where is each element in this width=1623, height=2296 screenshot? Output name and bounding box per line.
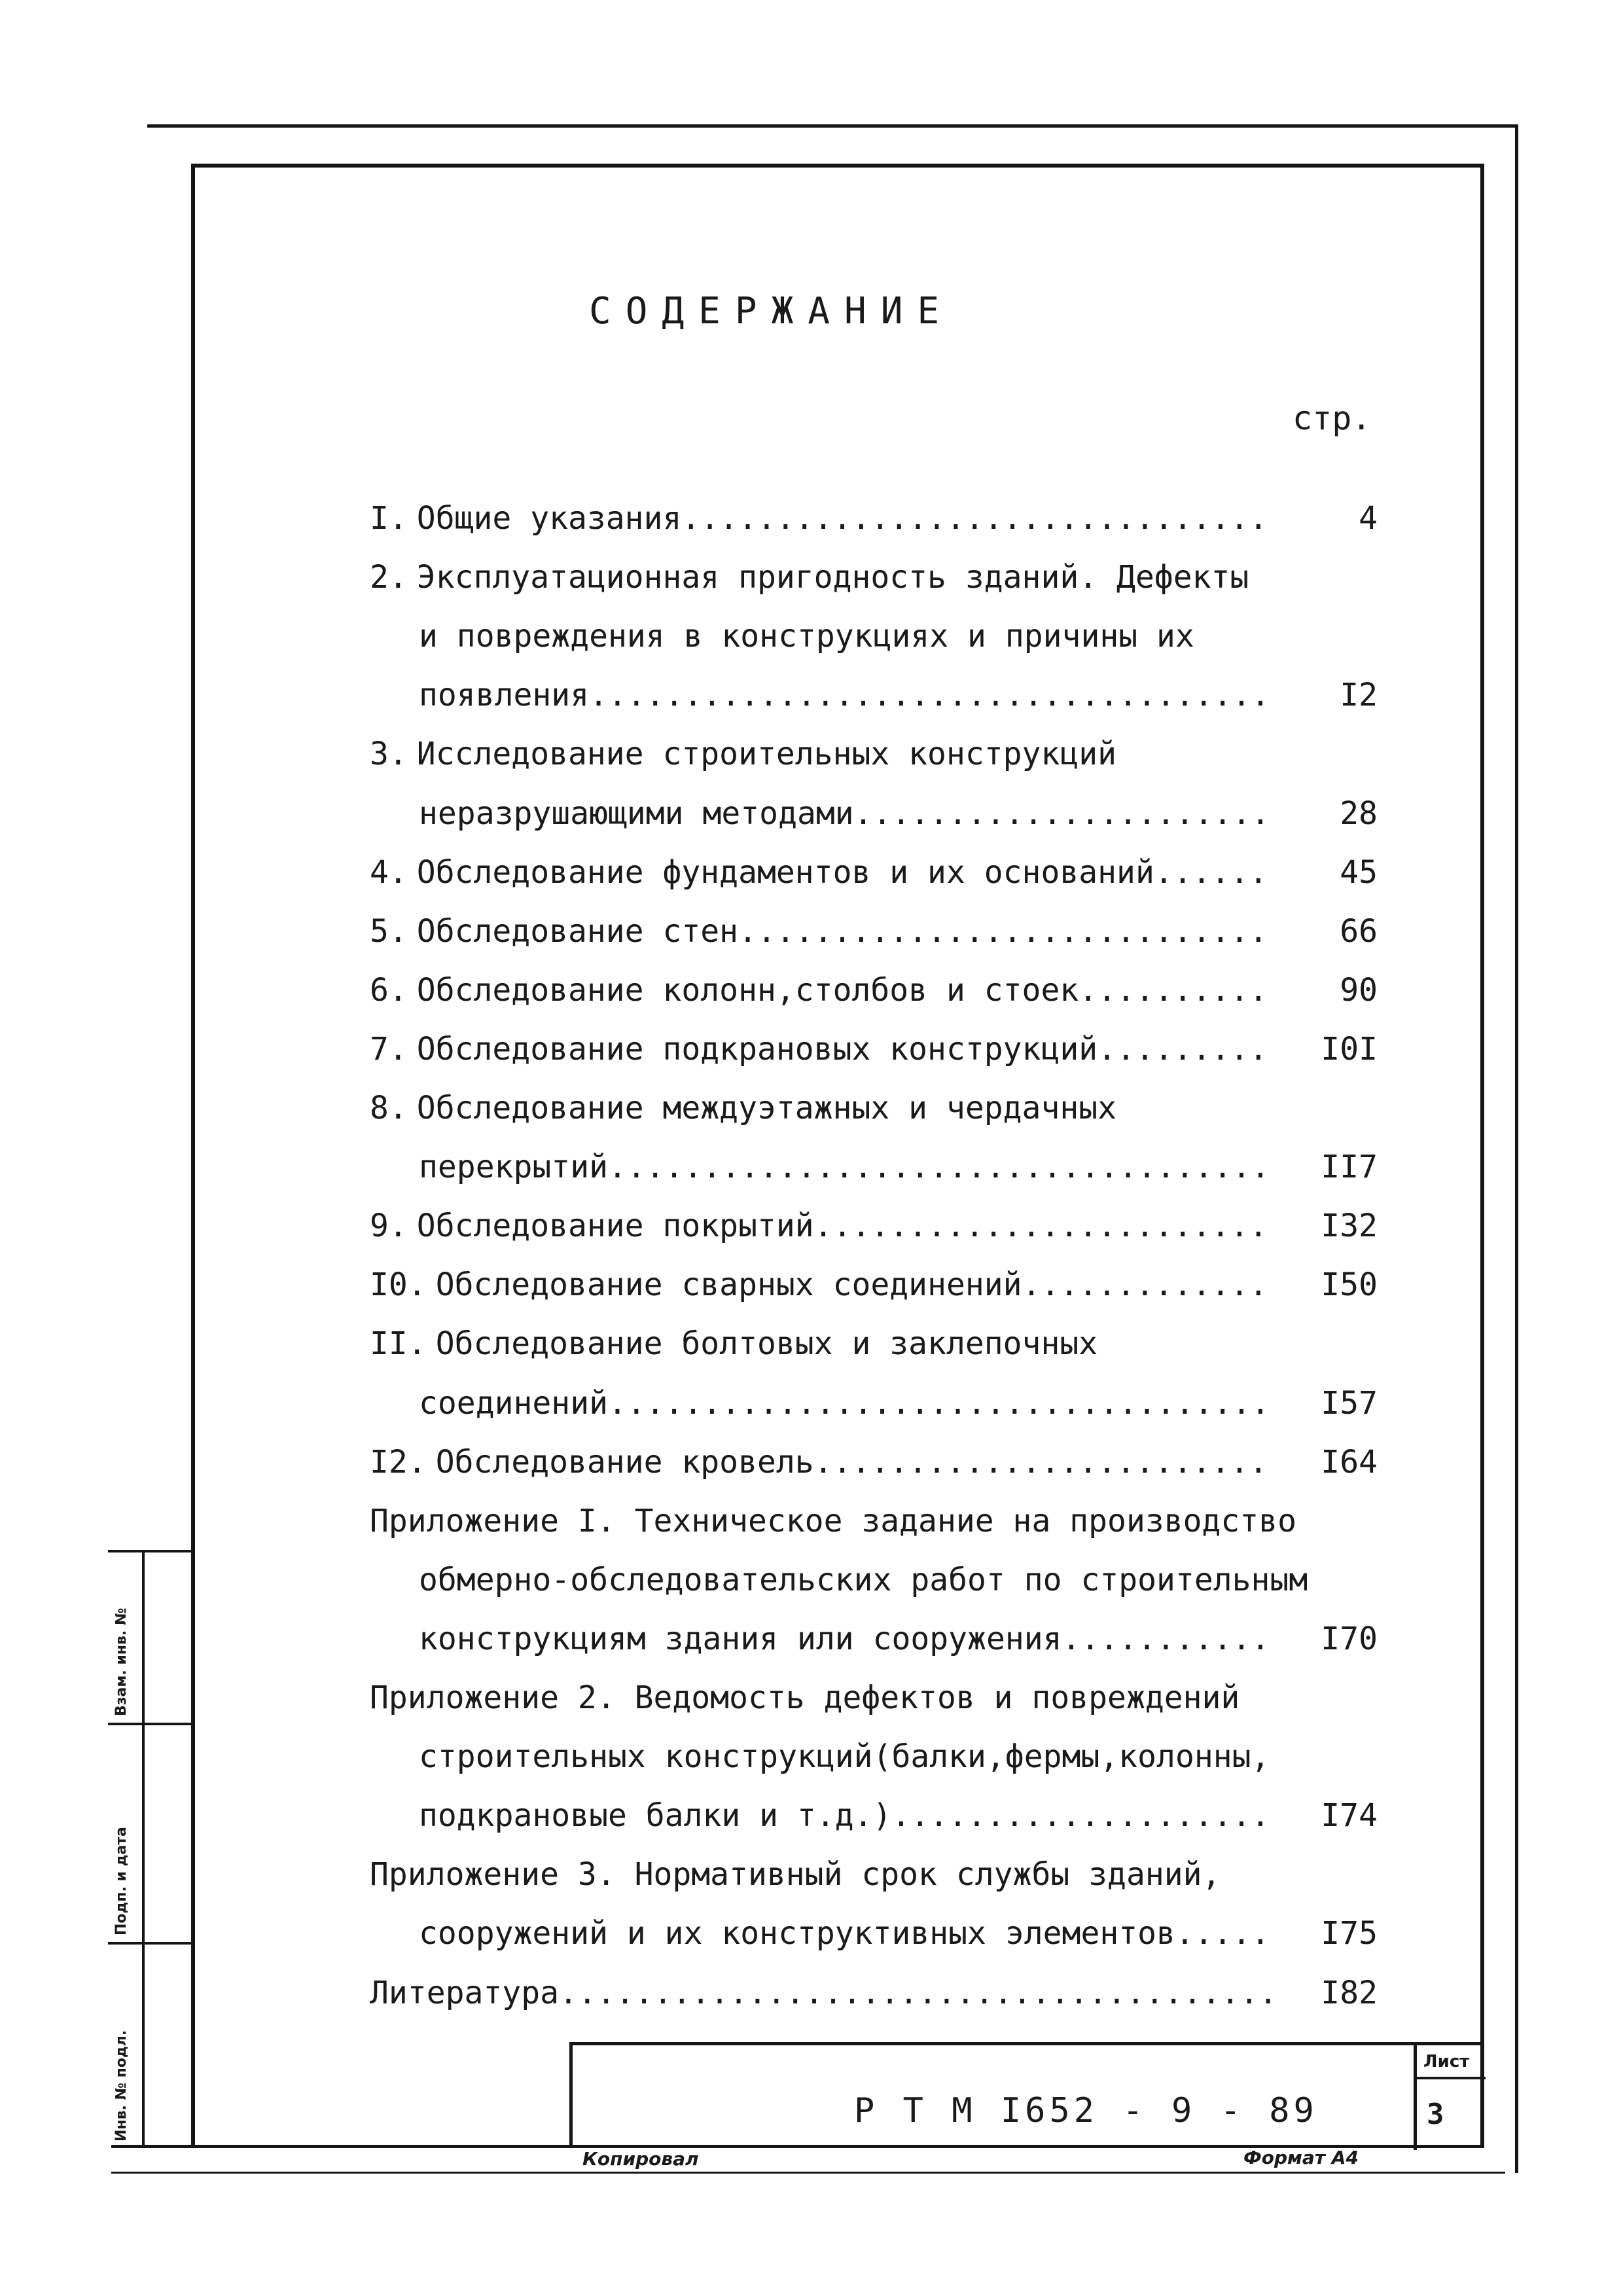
toc-line bbox=[419, 1554, 1378, 1606]
toc-leader-dots: ........... bbox=[1061, 1620, 1270, 1657]
toc-item-number: 6. bbox=[370, 971, 408, 1009]
toc-page-number: 66 bbox=[1340, 912, 1378, 950]
toc-page-number: I75 bbox=[1321, 1915, 1378, 1952]
toc-page-number: 28 bbox=[1340, 795, 1378, 832]
toc-item-number: 7. bbox=[370, 1030, 408, 1067]
toc-leader-dots: ................................... bbox=[607, 1384, 1270, 1422]
toc-leader-dots: ................................... bbox=[607, 1149, 1270, 1186]
toc-leader-dots: ........................ bbox=[813, 1443, 1268, 1480]
margin-label-inv-replace: Взам. инв. № bbox=[113, 1607, 130, 1716]
page-title: СОДЕРЖАНИЕ bbox=[589, 289, 954, 332]
page-column-label: стр. bbox=[1293, 399, 1372, 437]
toc-item-title: подкрановые балки и т.д.) bbox=[419, 1797, 892, 1835]
toc-page-number: I2 bbox=[1340, 677, 1378, 714]
toc-leader-dots: ...................... bbox=[853, 795, 1270, 832]
toc-line bbox=[370, 1200, 1378, 1252]
toc-item-title: Исследование строительных конструкций bbox=[416, 736, 1117, 773]
title-block bbox=[569, 2042, 1482, 2147]
toc-item-title: и повреждения в конструкциях и причины их bbox=[419, 618, 1194, 655]
sheet-cell-divider bbox=[1414, 2045, 1417, 2150]
toc-item-title: Обследование междуэтажных и чердачных bbox=[416, 1090, 1117, 1126]
margin-stamp-divider-2 bbox=[108, 1942, 192, 1945]
toc-page-number: I82 bbox=[1321, 1974, 1378, 2011]
toc-leader-dots: ............. bbox=[1022, 1266, 1268, 1304]
toc-line bbox=[370, 551, 1378, 603]
toc-page-number: 45 bbox=[1340, 853, 1378, 891]
toc-item-title: строительных конструкций(балки,фермы,колонны, bbox=[419, 1738, 1270, 1776]
toc-line bbox=[370, 1967, 1378, 2019]
toc-item-title: Обследование подкрановых конструкций bbox=[416, 1030, 1098, 1067]
toc-item-title: Приложение 3. Нормативный срок службы зданий, bbox=[370, 1856, 1221, 1893]
margin-label-sign-date: Подп. и дата bbox=[113, 1827, 130, 1935]
toc-leader-dots: ............................... bbox=[681, 500, 1268, 537]
toc-item-number: 2. bbox=[370, 559, 408, 596]
toc-item-title: Обследование кровель bbox=[435, 1443, 814, 1480]
toc-item-title: Литература bbox=[370, 1974, 559, 2011]
toc-item-title: Обследование стен bbox=[416, 912, 739, 950]
toc-leader-dots: ...... bbox=[1154, 853, 1268, 891]
toc-line bbox=[419, 1731, 1378, 1783]
toc-page-number: I70 bbox=[1321, 1620, 1378, 1657]
toc-leader-dots: ........................ bbox=[813, 1208, 1268, 1245]
toc-leader-dots: .................................... bbox=[589, 677, 1270, 714]
toc-item-title: Приложение I. Техническое задание на производство bbox=[370, 1502, 1297, 1539]
toc-line bbox=[370, 964, 1378, 1016]
toc-line bbox=[370, 1082, 1378, 1134]
toc-item-title: неразрушающими методами bbox=[419, 795, 854, 832]
toc-item-number: I. bbox=[370, 500, 408, 537]
toc-page-number: II7 bbox=[1321, 1149, 1378, 1186]
toc-line bbox=[419, 787, 1378, 840]
format-label: Формат А4 bbox=[1243, 2147, 1359, 2168]
toc-item-title: Обследование болтовых и заклепочных bbox=[435, 1325, 1098, 1363]
toc-page-number: 4 bbox=[1359, 500, 1378, 537]
margin-stamp-divider-1 bbox=[108, 1723, 192, 1725]
toc-line bbox=[370, 1672, 1378, 1724]
toc-leader-dots: .................... bbox=[891, 1797, 1270, 1835]
copied-by-label: Копировал bbox=[582, 2148, 699, 2170]
toc-item-title: Обследование сварных соединений bbox=[435, 1266, 1022, 1304]
toc-line bbox=[419, 1377, 1378, 1429]
outer-frame-right bbox=[1515, 124, 1518, 2173]
frame-top bbox=[193, 164, 1482, 168]
toc-page-number: I64 bbox=[1321, 1443, 1378, 1480]
toc-line bbox=[419, 610, 1378, 662]
outer-frame-top bbox=[147, 124, 1518, 128]
margin-stamp bbox=[108, 1550, 192, 2145]
toc-leader-dots: ..... bbox=[1175, 1915, 1270, 1952]
toc-line bbox=[419, 1613, 1378, 1665]
toc-item-number: 3. bbox=[370, 736, 408, 773]
sheet-label: Лист bbox=[1423, 2052, 1470, 2072]
toc-item-number: 9. bbox=[370, 1208, 408, 1245]
sheet-label-underline bbox=[1414, 2077, 1486, 2079]
toc-line bbox=[370, 905, 1378, 958]
toc-page-number: I74 bbox=[1321, 1797, 1378, 1835]
toc-item-title: обмерно-обследовательских работ по строительным bbox=[419, 1561, 1308, 1598]
toc-line bbox=[370, 728, 1378, 780]
toc-item-title: Обследование покрытий bbox=[416, 1208, 814, 1245]
toc-leader-dots: .......... bbox=[1079, 971, 1268, 1009]
toc-leader-dots: ............................ bbox=[738, 912, 1268, 950]
toc-item-title: Обследование фундаментов и их оснований bbox=[416, 853, 1154, 891]
toc-item-number: 5. bbox=[370, 912, 408, 950]
toc-item-title: Общие указания bbox=[416, 500, 682, 537]
document-code: Р Т М I652 - 9 - 89 bbox=[854, 2091, 1318, 2130]
toc-line bbox=[370, 1848, 1378, 1901]
toc-item-number: I2. bbox=[370, 1443, 427, 1480]
toc-line bbox=[370, 1259, 1378, 1311]
sheet-number: 3 bbox=[1427, 2098, 1444, 2131]
toc-line bbox=[419, 1141, 1378, 1193]
toc-item-title: соединений bbox=[419, 1384, 608, 1422]
margin-label-inv-original: Инв. № подл. bbox=[113, 2030, 130, 2142]
toc-leader-dots: ...................................... bbox=[558, 1974, 1278, 2011]
toc-item-title: конструкциям здания или сооружения bbox=[419, 1620, 1062, 1657]
toc-item-title: сооружений и их конструктивных элементов bbox=[419, 1915, 1175, 1952]
toc-line bbox=[419, 1907, 1378, 1960]
toc-line bbox=[419, 1789, 1378, 1842]
toc-line bbox=[370, 846, 1378, 899]
toc-item-number: 4. bbox=[370, 853, 408, 891]
toc-item-title: Приложение 2. Ведомость дефектов и повреждений bbox=[370, 1679, 1240, 1716]
toc-page-number: I32 bbox=[1321, 1208, 1378, 1245]
toc-item-number: I0. bbox=[370, 1266, 427, 1304]
margin-stamp-inner-line bbox=[142, 1552, 145, 2148]
toc-item-number: II. bbox=[370, 1325, 427, 1363]
toc-item-title: перекрытий bbox=[419, 1149, 608, 1186]
toc-page-number: I57 bbox=[1321, 1384, 1378, 1422]
toc-item-title: Обследование колонн,столбов и стоек bbox=[416, 971, 1079, 1009]
toc-item-number: 8. bbox=[370, 1090, 408, 1126]
toc-leader-dots: ......... bbox=[1097, 1030, 1268, 1067]
toc-line bbox=[370, 1436, 1378, 1488]
footer-rule bbox=[111, 2172, 1505, 2174]
toc-line bbox=[370, 492, 1378, 545]
toc-page-number: 90 bbox=[1340, 971, 1378, 1009]
toc-line bbox=[419, 669, 1378, 721]
toc-page-number: I0I bbox=[1321, 1030, 1378, 1067]
frame-right bbox=[1480, 164, 1484, 2147]
toc-line bbox=[370, 1023, 1378, 1075]
toc-line bbox=[370, 1495, 1378, 1547]
toc-line bbox=[370, 1318, 1378, 1370]
toc-item-title: появления bbox=[419, 677, 590, 714]
toc-page-number: I50 bbox=[1321, 1266, 1378, 1304]
toc-item-title: Эксплуатационная пригодность зданий. Дефекты bbox=[416, 559, 1249, 596]
